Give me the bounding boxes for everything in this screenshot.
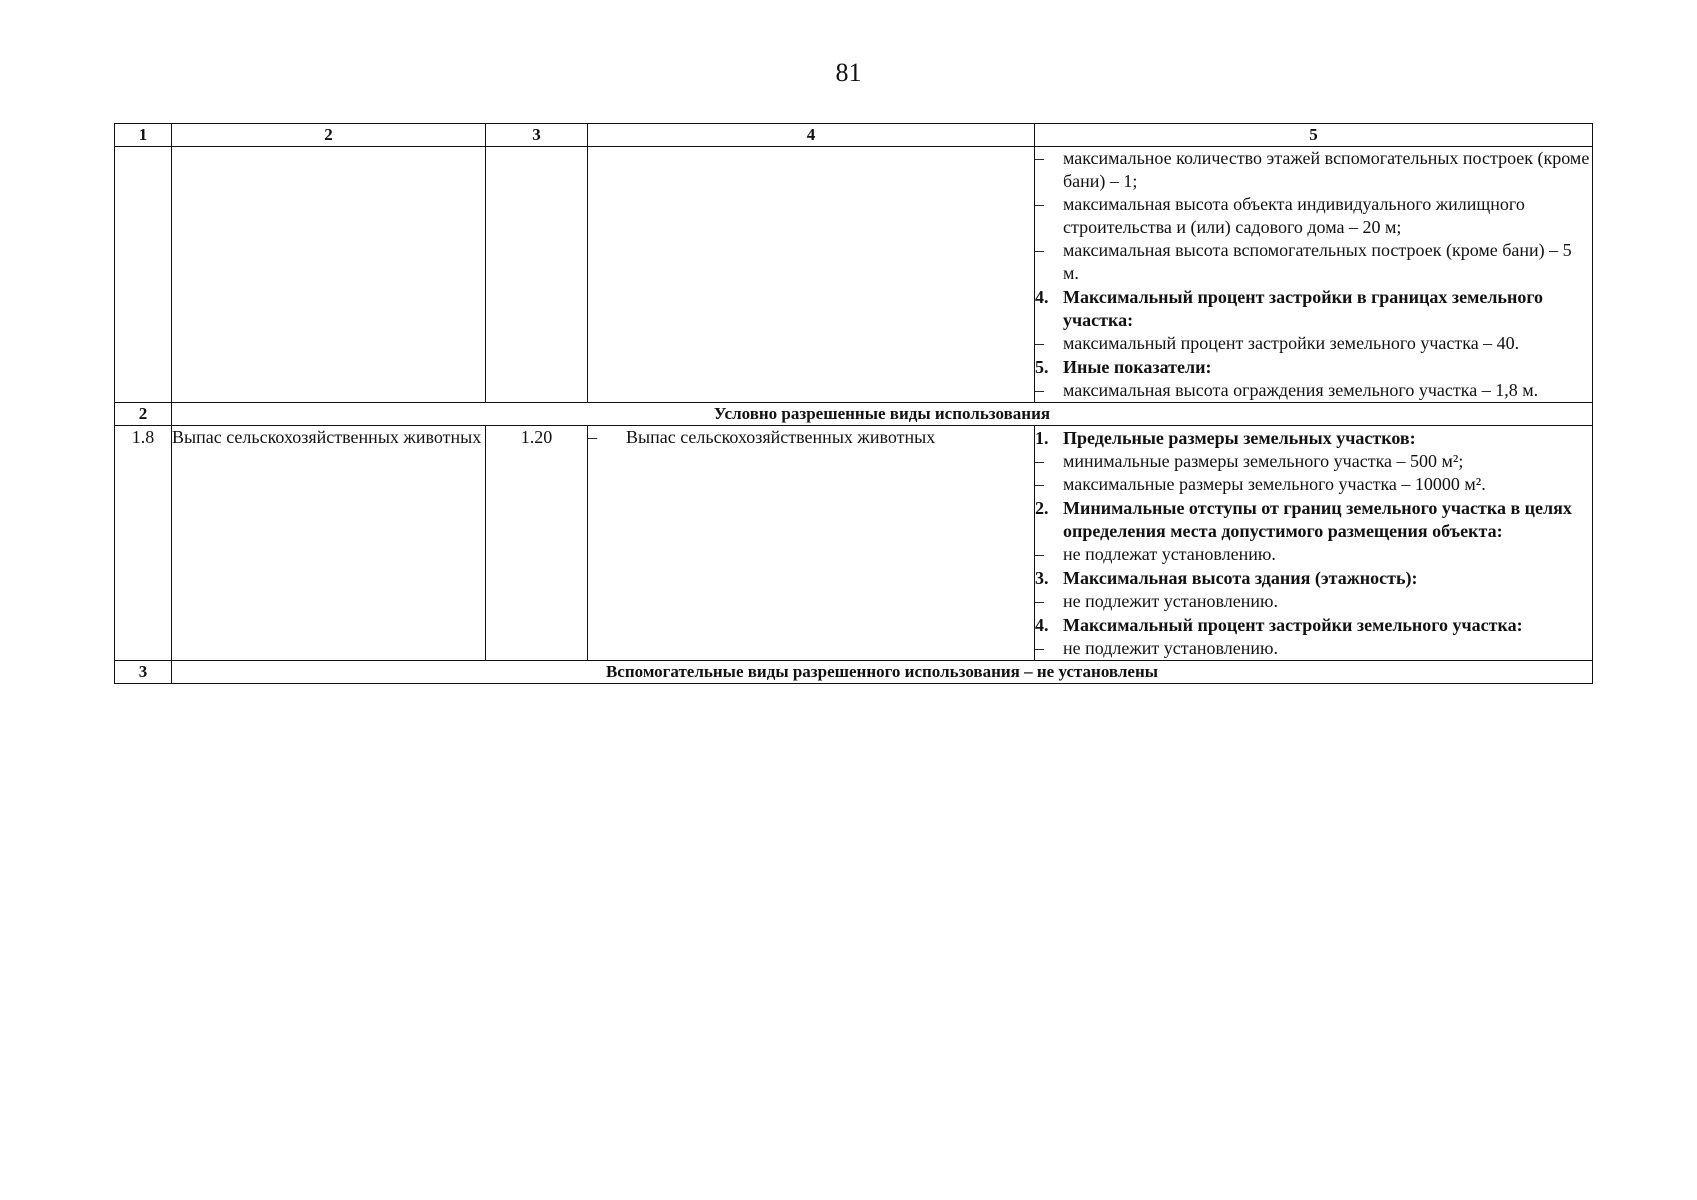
list-heading: [1035, 614, 1592, 637]
cont-cell-5: [1035, 147, 1593, 403]
list-heading: [1035, 356, 1592, 379]
list-heading: [1035, 567, 1592, 590]
cont-cell-4: [588, 147, 1035, 403]
item-marker: 4.: [1035, 615, 1049, 635]
item-marker: –: [1035, 333, 1044, 353]
usage-description: [588, 426, 1035, 661]
item-marker: –: [1035, 148, 1044, 168]
zoning-table: [114, 123, 1593, 684]
item-marker: –: [1035, 380, 1044, 400]
list-heading: [1035, 286, 1592, 332]
list-item: [1035, 332, 1592, 355]
item-text: Иные показатели:: [1063, 357, 1212, 377]
item-marker: –: [1035, 591, 1044, 611]
list-item: [1035, 450, 1592, 473]
header-col-5: 5: [1035, 124, 1593, 147]
cont-cell-1: [115, 147, 172, 403]
item-marker: 4.: [1035, 287, 1049, 307]
usage-name: Выпас сельскохозяйственных животных: [172, 426, 486, 661]
item-text: максимальное количество этажей вспомогательных построек (кроме бани) – 1;: [1063, 148, 1590, 191]
usage-code: 1.20: [486, 426, 588, 661]
cont-cell-3: [486, 147, 588, 403]
table-header-row: [115, 124, 1593, 147]
item-text: Максимальная высота здания (этажность):: [1063, 568, 1418, 588]
item-marker: 5.: [1035, 357, 1049, 377]
item-text: не подлежат установлению.: [1063, 544, 1276, 564]
table-row: [115, 426, 1593, 661]
header-col-1: 1: [115, 124, 172, 147]
cont-cell-2: [172, 147, 486, 403]
item-text: Предельные размеры земельных участков:: [1063, 428, 1416, 448]
item-text: максимальные размеры земельного участка – 10000 м².: [1063, 474, 1486, 494]
header-col-3: 3: [486, 124, 588, 147]
section-row-auxiliary: [115, 661, 1593, 684]
item-text: максимальная высота объекта индивидуального жилищного строительства и (или) садового дома – 20 м;: [1063, 194, 1525, 237]
section-row-conditional: [115, 403, 1593, 426]
item-text: максимальная высота ограждения земельного участка – 1,8 м.: [1063, 380, 1539, 400]
header-col-2: 2: [172, 124, 486, 147]
item-text: максимальная высота вспомогательных построек (кроме бани) – 5 м.: [1063, 240, 1572, 283]
item-marker: –: [1035, 240, 1044, 260]
item-text: минимальные размеры земельного участка – 500 м²;: [1063, 451, 1464, 471]
item-text: Минимальные отступы от границ земельного участка в целях определения места допустимого размещения объекта:: [1063, 498, 1572, 541]
list-item: [1035, 590, 1592, 613]
item-text: Максимальный процент застройки в границах земельного участка:: [1063, 287, 1544, 330]
table-row-continued: [115, 147, 1593, 403]
list-item: [1035, 147, 1592, 193]
list-item: [1035, 379, 1592, 402]
list-item: [588, 426, 1034, 449]
section-title: Вспомогательные виды разрешенного использования – не установлены: [172, 661, 1593, 684]
item-marker: 3.: [1035, 568, 1049, 588]
list-item: [1035, 473, 1592, 496]
item-marker: –: [1035, 474, 1044, 494]
list-item: [1035, 637, 1592, 660]
item-text: Максимальный процент застройки земельного участка:: [1063, 615, 1523, 635]
item-marker: –: [1035, 194, 1044, 214]
list-item: [1035, 193, 1592, 239]
section-number: 3: [115, 661, 172, 684]
item-marker: –: [1035, 451, 1044, 471]
list-heading: [1035, 427, 1592, 450]
row-number: 1.8: [115, 426, 172, 661]
item-text: Выпас сельскохозяйственных животных: [626, 427, 936, 447]
item-text: не подлежит установлению.: [1063, 591, 1278, 611]
item-text: не подлежит установлению.: [1063, 638, 1278, 658]
item-text: максимальный процент застройки земельного участка – 40.: [1063, 333, 1520, 353]
item-marker: –: [1035, 638, 1044, 658]
list-heading: [1035, 497, 1592, 543]
item-marker: –: [588, 427, 597, 447]
section-title: Условно разрешенные виды использования: [172, 403, 1593, 426]
section-number: 2: [115, 403, 172, 426]
item-marker: –: [1035, 544, 1044, 564]
item-marker: 2.: [1035, 498, 1049, 518]
header-col-4: 4: [588, 124, 1035, 147]
usage-parameters: [1035, 426, 1593, 661]
item-marker: 1.: [1035, 428, 1049, 448]
list-item: [1035, 543, 1592, 566]
list-item: [1035, 239, 1592, 285]
page-number: 81: [835, 58, 862, 87]
